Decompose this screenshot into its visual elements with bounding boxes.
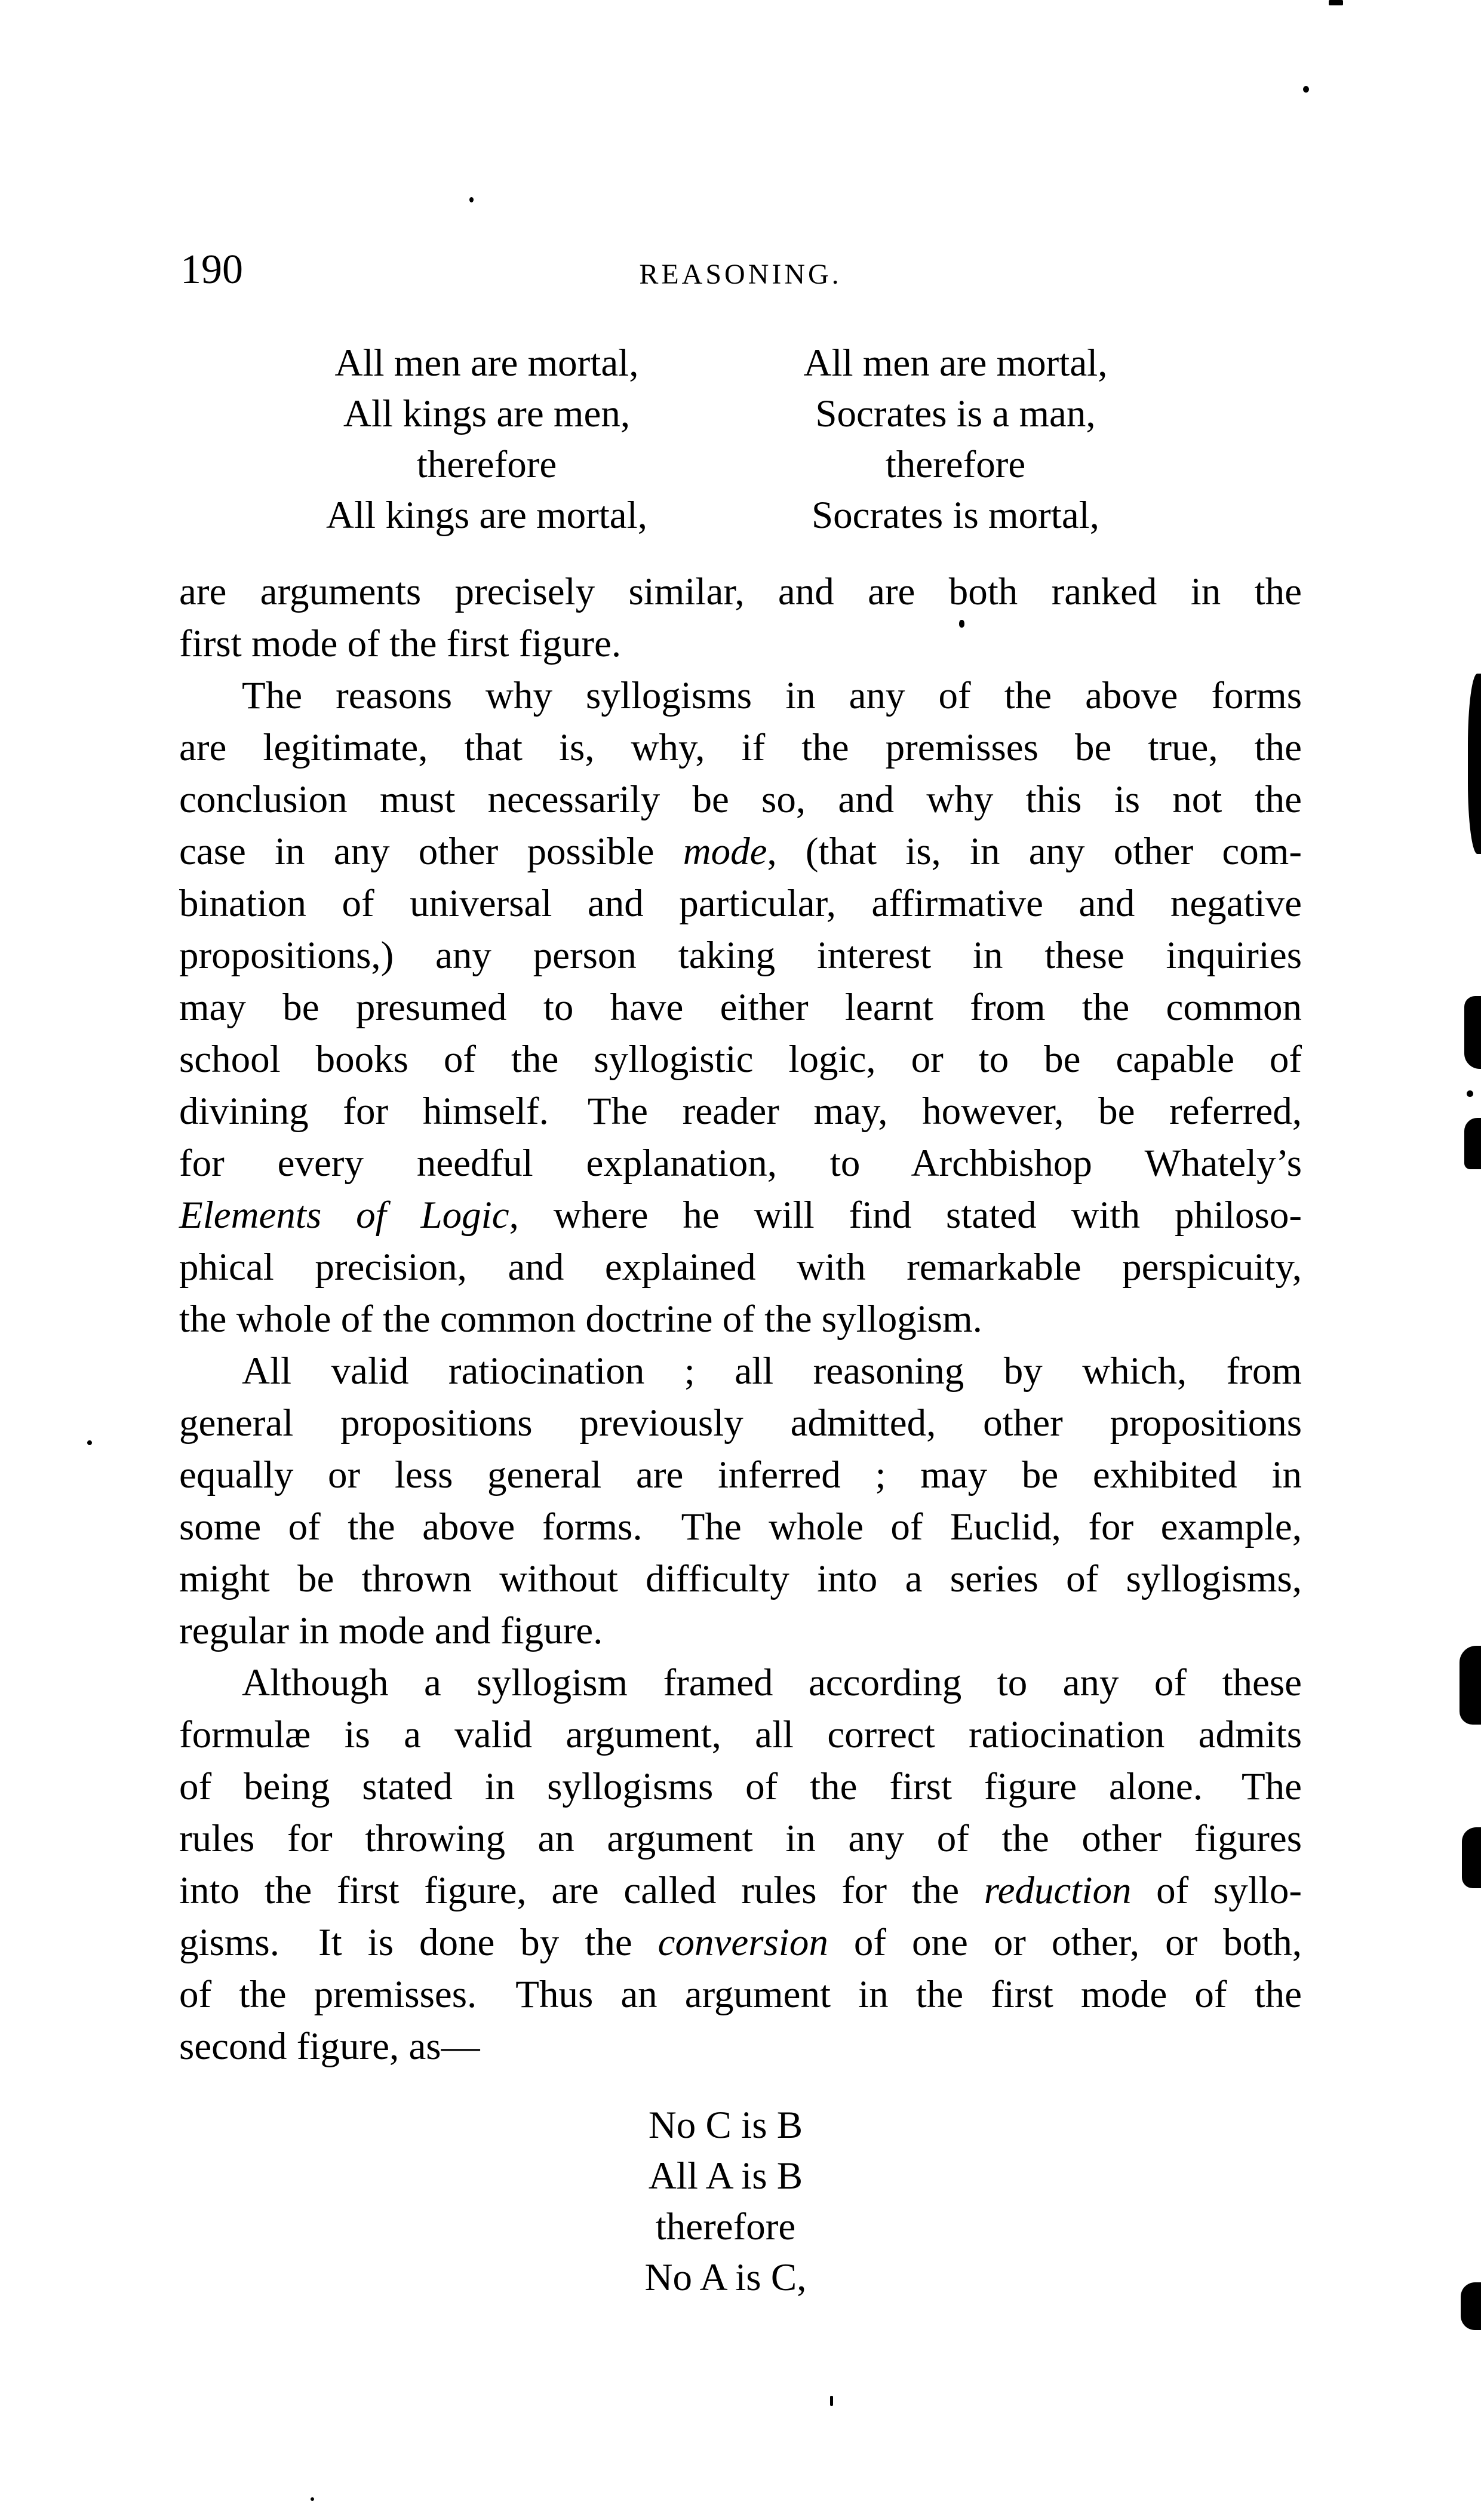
ink-blot-artifact <box>1467 1090 1473 1097</box>
page-number: 190 <box>180 247 243 293</box>
text-line <box>179 1138 1302 1190</box>
text-line <box>179 722 1302 774</box>
ink-blot-artifact <box>1460 1646 1481 1725</box>
paragraph <box>179 670 1302 1345</box>
text-line <box>179 1190 1302 1241</box>
text-line <box>179 774 1302 826</box>
text-line <box>179 1034 1302 1086</box>
syllogism-line: All men are mortal, <box>803 342 1108 385</box>
ink-blot-artifact <box>1329 0 1343 5</box>
text-run: first mode of the first figure. <box>179 622 622 665</box>
paragraph <box>179 1657 1302 2073</box>
text-line <box>179 618 1302 670</box>
text-run: into the first figure, are called rules for the <box>179 1869 984 1912</box>
text-line <box>179 566 1302 618</box>
text-run: school books of the syllogistic logic, or to be capable of <box>179 1038 1302 1081</box>
italic-text-run: Elements of Logic <box>179 1194 509 1237</box>
text-run: are legitimate, that is, why, if the premisses be true, the <box>179 726 1302 769</box>
text-run: for every needful explanation, to Archbishop Whately’s <box>179 1142 1302 1185</box>
text-run: The reasons why syllogisms in any of the above forms <box>242 674 1302 717</box>
text-run: rules for throwing an argument in any of the other figures <box>179 1817 1302 1860</box>
text-run: general propositions previously admitted, other propositions <box>179 1402 1302 1445</box>
text-line <box>179 1709 1302 1761</box>
text-run: conclusion must necessarily be so, and why this is not the <box>179 778 1302 821</box>
text-line <box>179 1241 1302 1293</box>
text-run: propositions,) any person taking interest in these inquiries <box>179 934 1302 977</box>
text-run: Although a syllogism framed according to any of these <box>242 1661 1302 1704</box>
ink-blot-artifact <box>1461 2282 1481 2330</box>
syllogism-line: All kings are men, <box>343 392 631 435</box>
text-run: bination of universal and particular, affirmative and negative <box>179 882 1302 925</box>
syllogism-line: No A is C, <box>644 2256 807 2299</box>
text-line <box>179 1761 1302 1813</box>
text-line <box>179 670 1302 722</box>
italic-text-run: conversion <box>657 1921 828 1964</box>
text-line <box>179 1086 1302 1138</box>
text-run: All valid ratiocination ; all reasoning by which, from <box>242 1350 1302 1393</box>
syllogism-line: therefore <box>885 443 1026 486</box>
text-line <box>179 1501 1302 1553</box>
paragraph <box>179 1345 1302 1657</box>
text-line <box>179 1969 1302 2021</box>
ink-blot-artifact <box>1303 86 1309 93</box>
text-line <box>179 1553 1302 1605</box>
ink-blot-artifact <box>1462 1827 1481 1888</box>
text-run: of one or other, or both, <box>828 1921 1302 1964</box>
text-run: , where he will find stated with philoso- <box>509 1194 1302 1237</box>
text-line <box>179 1657 1302 1709</box>
text-line <box>179 1345 1302 1397</box>
text-run: , (that is, in any other com- <box>767 830 1302 873</box>
text-line <box>179 878 1302 930</box>
text-run: of being stated in syllogisms of the first figure alone. The <box>179 1765 1302 1808</box>
text-line <box>179 826 1302 878</box>
text-run: are arguments precisely similar, and are both ranked in the <box>179 570 1302 613</box>
syllogism-line: All A is B <box>648 2155 803 2198</box>
closing-syllogism <box>164 2100 1287 2303</box>
page-header <box>179 246 1302 303</box>
text-run: second figure, as— <box>179 2025 480 2068</box>
text-run: of syllo- <box>1131 1869 1302 1912</box>
ink-blot-artifact <box>87 1440 92 1445</box>
text-line <box>179 930 1302 982</box>
text-run: phical precision, and explained with remarkable perspicuity, <box>179 1246 1302 1289</box>
text-line <box>179 1813 1302 1865</box>
text-run: gisms. It is done by the <box>179 1921 658 1964</box>
ink-blot-artifact <box>959 620 964 628</box>
text-run: case in any other possible <box>179 830 683 873</box>
text-run: regular in mode and figure. <box>179 1609 603 1652</box>
syllogism-right-column <box>764 338 1147 541</box>
syllogism-line: therefore <box>416 443 557 486</box>
text-run: formulæ is a valid argument, all correct ratiocination admits <box>179 1713 1302 1756</box>
text-line <box>179 1449 1302 1501</box>
text-run: might be thrown without difficulty into a series of syllogisms, <box>179 1557 1302 1600</box>
text-run: equally or less general are inferred ; may be exhibited in <box>179 1453 1302 1496</box>
syllogism-line: Socrates is a man, <box>815 392 1096 435</box>
ink-blot-artifact <box>1468 674 1481 854</box>
paragraph <box>179 566 1302 670</box>
text-line <box>179 1865 1302 1917</box>
ink-blot-artifact <box>1464 1118 1481 1169</box>
text-line <box>179 1605 1302 1657</box>
body-text <box>179 566 1302 2073</box>
italic-text-run: reduction <box>984 1869 1132 1912</box>
syllogism-line: All men are mortal, <box>334 342 639 385</box>
ink-blot-artifact <box>311 2497 314 2501</box>
text-line <box>179 1293 1302 1345</box>
page-content <box>179 246 1302 2303</box>
text-run: some of the above forms. The whole of Euclid, for example, <box>179 1505 1302 1548</box>
ink-blot-artifact <box>830 2396 833 2406</box>
text-line <box>179 1917 1302 1969</box>
italic-text-run: mode <box>683 830 767 873</box>
text-run: divining for himself. The reader may, however, be referred, <box>179 1090 1302 1133</box>
text-line <box>179 1397 1302 1449</box>
text-run: the whole of the common doctrine of the syllogism. <box>179 1298 982 1341</box>
text-line <box>179 982 1302 1034</box>
syllogism-line: Socrates is mortal, <box>812 494 1099 537</box>
syllogism-line: All kings are mortal, <box>326 494 647 537</box>
syllogism-left-column <box>290 338 684 541</box>
syllogism-line: No C is B <box>648 2104 803 2147</box>
syllogism-line: therefore <box>655 2205 796 2248</box>
text-line <box>179 2021 1302 2073</box>
syllogism-pair <box>179 338 1302 541</box>
text-run: of the premisses. Thus an argument in the first mode of the <box>179 1973 1302 2016</box>
text-run: may be presumed to have either learnt from the common <box>179 986 1302 1029</box>
running-title: REASONING. <box>639 259 842 290</box>
ink-blot-artifact <box>469 197 474 202</box>
ink-blot-artifact <box>1464 996 1481 1069</box>
